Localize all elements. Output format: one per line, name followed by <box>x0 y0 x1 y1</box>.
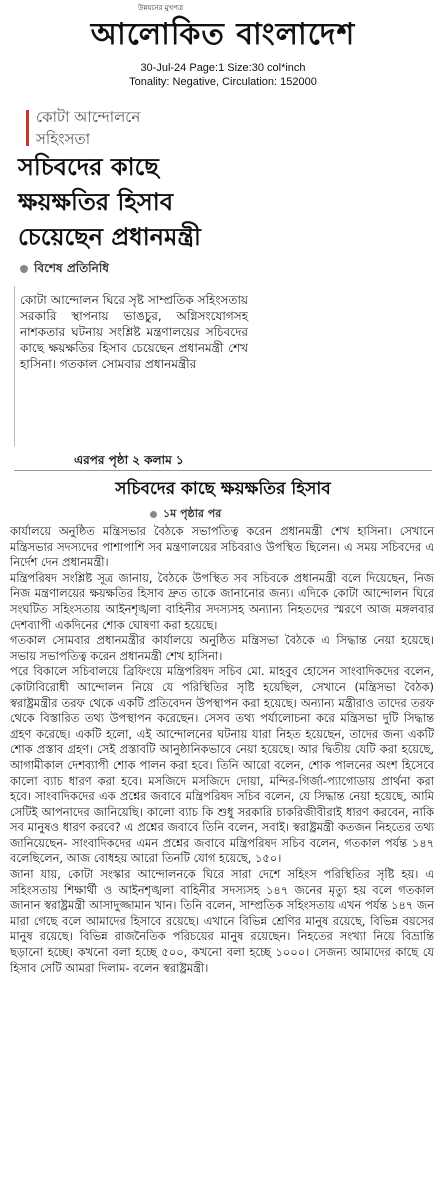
headline-line: চেয়েছেন প্রধানমন্ত্রী <box>18 223 201 251</box>
body-paragraph: গতকাল সোমবার প্রধানমন্ত্রীর কার্যালয়ে অনুষ্ঠিত মন্ত্রিসভা বৈঠকে এ সিদ্ধান্ত নেয়া হয়েছে। সভায় সভাপতিত্ব করেন প্রধানমন্ত্রী শেখ হাসিনা। <box>10 633 434 663</box>
body-paragraph: পরে বিকালে সচিবালয়ে ব্রিফিংয়ে মন্ত্রিপরিষদ সচিব মো. মাহবুব হোসেন সাংবাদিকদের বলেন, কোটাবিরোধী আন্দোলন নিয়ে যে পরিস্থিতির সৃষ্টি হয়েছিল, সেখানে (মন্ত্রিসভা বৈঠক) স্বরাষ্ট্রমন্ত্রীর তরফ থেকে একটি প্রতিবেদন উপস্থাপন করা হয়েছে। অন্যান্য মন্ত্রীরাও তাদের তরফ থেকে বিস্তারিত তথ্য উপস্থাপন করেছেন। সেসব তথ্য পর্যালোচনা করে মন্ত্রিসভা দুটি সিদ্ধান্ত গ্রহণ করেছে। একটি হলো, এই আন্দোলনের ঘটনায় যারা নিহত হয়েছেন, তাদের জন্য একটি শোক প্রস্তাব গ্রহণ। সেই প্রস্তাবটি আনুষ্ঠানিকভাবে নেয়া হয়েছে। আর দ্বিতীয় যেটি করা হয়েছে, আগামীকাল দেশব্যাপী শোক পালন করা হবে। তিনি আরো বলেন, শোক পালনের অংশ হিসেবে কালো ব্যাচ ধারণ করা হবে। মসজিদে মসজিদে দোয়া, মন্দির-গির্জা-প্যাগোডায় প্রার্থনা করা হবে। সাংবাদিকদের এক প্রশ্নের জবাবে মন্ত্রিপরিষদ সচিব বলেন, যে সিদ্ধান্ত নেয়া হয়েছে, আমি সেটিই আপনাদের জানিয়েছি। কালো ব্যাচ কি শুধু সরকারি চাকরিজীবীরাই ধারণ করবেন, নাকি সব মানুষও ধারণ করবে? এ প্রশ্নের জবাবে তিনি বলেন, সবাই। স্বরাষ্ট্রমন্ত্রী কতজন নিহতের তথ্য জানিয়েছেন- সাংবাদিকদের এমন প্রশ্নের জবাবে মন্ত্রিপরিষদ সচিব বলেন, গতকাল পর্যন্ত ১৪৭ বলেছিলেন, আজ বোধহয় আরো তিনটি যোগ হয়েছে, ১৫০। <box>10 664 434 866</box>
divider <box>14 470 432 471</box>
kicker-line: সহিংসতা <box>36 130 91 148</box>
headline-line: ক্ষয়ক্ষতির হিসাব <box>18 188 174 216</box>
body-paragraph: জানা যায়, কোটা সংস্কার আন্দোলনকে ঘিরে সারা দেশে সহিংস পরিস্থিতির সৃষ্টি হয়। এ সহিংসতায় শিক্ষার্থী ও আইনশৃঙ্খলা বাহিনীর সদস্যসহ ১৪৭ জনের মৃত্যু হয় বলে গতকাল জানান স্বরাষ্ট্রমন্ত্রী আসাদুজ্জামান খান। তিনি বলেন, সাম্প্রতিক সহিংসতায় এখন পর্যন্ত ১৪৭ জন মারা গেছে বলে আমাদের হিসাবে রয়েছে। এখানে বিভিন্ন শ্রেণির মানুষ রয়েছে, বিভিন্ন বয়সের মানুষ রয়েছে। বিভিন্ন রাজনৈতিক পরিচয়ের মানুষ রয়েছেন। নিহতের সংখ্যা নিয়ে বিভ্রান্তি ছড়ানো হচ্ছে। কখনো বলা হচ্ছে ৫০০, কখনো বলা হচ্ছে ১০০০। সেজন্য আমাদের কাছে যে হিসাব সেটি আমরা দিলাম- বলেন স্বরাষ্ট্রমন্ত্রী। <box>10 867 434 975</box>
masthead-tagline: উন্নয়নের মুখপত্র <box>138 4 184 12</box>
continuation-headline: সচিবদের কাছে ক্ষয়ক্ষতির হিসাব <box>115 479 331 499</box>
headline-line: সচিবদের কাছে <box>18 153 159 181</box>
kicker-line: কোটা আন্দোলনে <box>36 108 141 126</box>
byline <box>20 260 109 280</box>
byline-text: বিশেষ প্রতিনিধি <box>34 261 109 275</box>
continuation-sub-text: ১ম পৃষ্ঠার পর <box>163 507 222 520</box>
kicker-accent-bar <box>26 110 29 146</box>
jump-line: এরপর পৃষ্ঠা ২ কলাম ১ <box>74 453 184 467</box>
body-paragraph: মন্ত্রিপরিষদ সংশ্লিষ্ট সূত্র জানায়, বৈঠকে উপস্থিত সব সচিবকে প্রধানমন্ত্রী বলে দিয়েছেন, নিজ নিজ মন্ত্রণালয়ের ক্ষয়ক্ষতির হিসাব দ্রুত তাকে জানানোর জন্য। এদিকে কোটা আন্দোলন ঘিরে সংঘটিত সহিংসতায় আইনশৃঙ্খলা বাহিনীর সদস্যসহ অন্যান্য নিহতদের স্মরণে আজ মঙ্গলবার দেশব্যাপী একদিনের শোক ঘোষণা করা হয়েছে। <box>10 570 434 632</box>
newspaper-logo: আলোকিত বাংলাদেশ <box>90 17 356 52</box>
bullet-icon <box>150 511 157 518</box>
lead-paragraph: কোটা আন্দোলন ঘিরে সৃষ্ট সাম্প্রতিক সহিংসতায় সরকারি স্থাপনায় ভাঙচুর, অগ্নিসংযোগসহ নাশকতার ঘটনায় সংশ্লিষ্ট মন্ত্রণালয়ের সচিবদের কাছে ক্ষয়ক্ষতির হিসাব চেয়েছেন প্রধানমন্ত্রী শেখ হাসিনা। গতকাল সোমবার প্রধানমন্ত্রীর <box>20 293 248 371</box>
masthead <box>0 0 446 58</box>
body-paragraph: কার্যালয়ে অনুষ্ঠিত মন্ত্রিসভার বৈঠকে সভাপতিত্ব করেন প্রধানমন্ত্রী শেখ হাসিনা। সেখানে মন্ত্রিসভার সদস্যদের পাশাপাশি সব মন্ত্রণালয়ের সচিবরাও উপস্থিত ছিলেন। এ সময় সচিবদের এ নির্দেশ দেন প্রধানমন্ত্রী। <box>10 524 434 570</box>
kicker <box>36 106 140 150</box>
continuation-sub <box>150 505 221 524</box>
clipping-meta-line1: 30-Jul-24 Page:1 Size:30 col*inch <box>140 62 306 74</box>
bullet-icon <box>20 265 28 273</box>
article-body <box>10 524 434 976</box>
headline <box>18 150 418 255</box>
clipping-meta-line2: Tonality: Negative, Circulation: 152000 <box>129 76 317 88</box>
